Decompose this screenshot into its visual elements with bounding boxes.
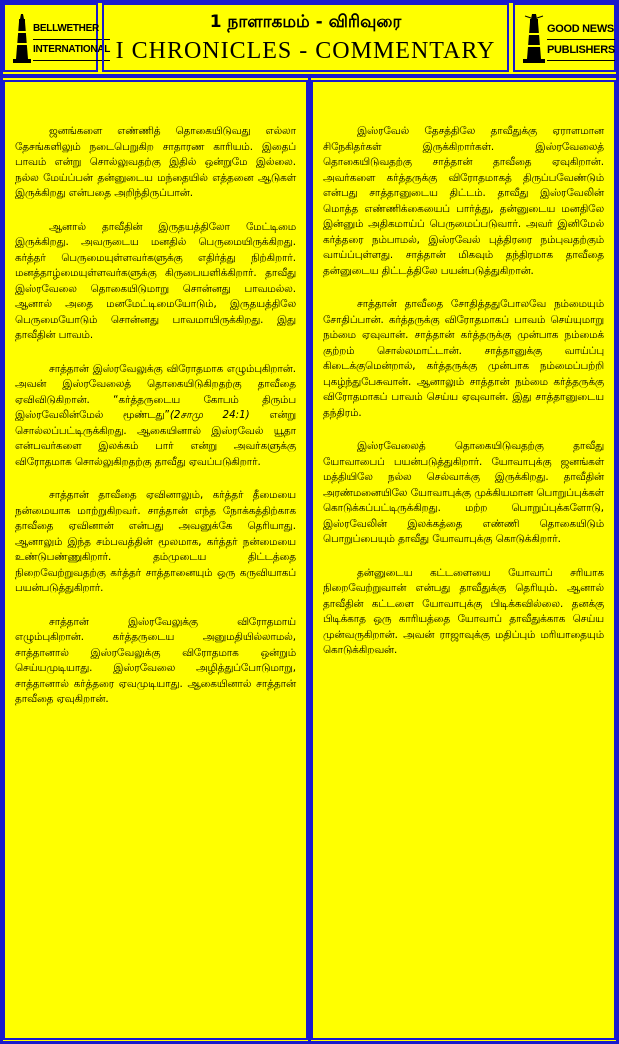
- logo-line-1: BELLWETHER: [33, 19, 110, 40]
- logo-line-2: INTERNATIONAL: [33, 40, 110, 61]
- logo-line-2: PUBLISHERS: [547, 40, 615, 61]
- header-title-box: [102, 3, 509, 72]
- scripture-reference: (2சாமு 24:1): [169, 409, 250, 421]
- lighthouse-icon: [13, 13, 31, 65]
- left-column-text: [15, 124, 296, 726]
- paragraph: இஸ்ரவேல் தேசத்திலே தாவீதுக்கு ஏராளமான சிநேகிதர்கள் இருக்கிறார்கள். இஸ்ரவேலைத் தொகையிடுவதற்கு சாத்தான் தாவீதை ஏவுகிறான். அவர்களை கர்த்தருக்கு விரோதமாகத் திருப்பவேண்டும் என்பது சாத்தானுடைய திட்டம். தாவீது இஸ்ரவேலின் மொத்த எண்ணிக்கையைப் பார்த்து, தன்னுடைய மனதிலே இன்னும் அதிகமாய்ப் பெருமைப்படுவார். அவர் இனிமேல் கர்த்தரை நம்பாமல், இஸ்ரவேல் புத்திரரை நம்புவதற்கும் வாய்ப்புள்ளது. சாத்தான் மிகவும் தந்திரமாக தாவீதை தன்னுடைய திட்டத்திலே பயன்படுத்துகிறான்.: [323, 125, 604, 277]
- title-english: I CHRONICLES - COMMENTARY: [115, 38, 496, 64]
- paragraph: [15, 362, 296, 471]
- paragraph: சாத்தான் தாவீதை ஏவினாலும், கர்த்தர் தீமையை நன்மையாக மாற்றுகிறவர். சாத்தான் எந்த நோக்கத்திற்காக தாவீதை ஏவினான் என்பது அவனுக்கே தெரியாது. ஆனாலும் இந்த சம்பவத்தின் மூலமாக, கர்த்தர் நன்மையை உண்டுபண்ணுகிறார். தம்முடைய திட்டத்தை நிறைவேற்றுவதற்கு கர்த்தர் சாத்தானையும் ஒரு கருவியாகப் பயன்படுத்துகிறார்.: [15, 489, 296, 594]
- logo-line-1: GOOD NEWS: [547, 19, 615, 40]
- paragraph: சாத்தான் தாவீதை சோதித்ததுபோலவே நம்மையும் சோதிப்பான். கர்த்தருக்கு விரோதமாகப் பாவம் செய்யுமாறு நம்மை ஏவுவான். சாத்தான் கர்த்தருக்கு முன்பாக நம்மைக் குற்றம் சொல்லமாட்டான். சாத்தானுக்கு வாய்ப்பு கிடைக்குமென்றால், கர்த்தருக்கு முன்பாக நம்மைப்பற்றி புகழ்ந்துபேசுவான். ஆனாலும் சாத்தான் நம்மை கர்த்தருக்கு விரோதமாகப் பாவம் செய்ய ஏவுவான். இது சாத்தானுடைய தந்திரம்.: [323, 298, 604, 419]
- paragraph: ஆனால் தாவீதின் இருதயத்திலோ மேட்டிமை இருக்கிறது. அவருடைய மனதில் பெருமையிருக்கிறது. கர்த்தர் பெருமையுள்ளவர்களுக்கு எதிர்த்து நிற்கிறார். மனத்தாழ்மையுள்ளவர்களுக்கு கிருபையளிக்கிறார். தாவீது இஸ்ரவேலை தொகையிடுமாறு சொன்னது பாவமல்ல. ஆனால் அதை மனமேட்டிமையோடும், இருதயத்திலே பெருமையோடும் சொன்னது பாவமாயிருக்கிறது. இது தாவீதின் பாவம்.: [15, 220, 296, 341]
- lighthouse-icon: [523, 13, 545, 65]
- right-column-text: [323, 124, 604, 677]
- good-news-logo: [521, 13, 615, 68]
- bellwether-logo: [11, 13, 111, 68]
- paragraph-text: சாத்தான் இஸ்ரவேலுக்கு விரோதமாக எழும்புகிறான். அவன் இஸ்ரவேலைத் தொகையிடுகிறதற்கு தாவீதை ஏவிவிடுகிறான். “கர்த்தருடைய கோபம் திரும்ப இஸ்ரவேலின்மேல் மூண்டது”: [15, 362, 296, 421]
- paragraph: இஸ்ரவேலைத் தொகையிடுவதற்கு தாவீது யோவாபைப் பயன்படுத்துகிறார். யோவாபுக்கு ஜனங்கள் மத்தியிலே நல்ல செல்வாக்கு இருக்கிறது. தாவீதின் அரண்மனையிலே யோவாபுக்கு முக்கியமான பொறுப்புக்கள் கொடுக்கப்பட்டிருக்கிறது. மற்ற பொறுப்புக்களோடு, இஸ்ரவேலின் இலக்கத்தை எண்ணி தொகையிடும் பொறுப்பையும் தாவீது யோவாபுக்கு கொடுக்கிறார்.: [323, 440, 604, 545]
- paragraph: சாத்தான் இஸ்ரவேலுக்கு விரோதமாய் எழும்புகிறான். கர்த்தருடைய அனுமதியில்லாமல், சாத்தானால் இஸ்ரவேலுக்கு விரோதமாக ஒன்றும் செய்யமுடியாது. இஸ்ரவேலை அழித்துப்போடுமாறு, சாத்தானால் கர்த்தரை ஏவமுடியாது. ஆகையினால் சாத்தான் தாவீதை ஏவுகிறான்.: [15, 615, 296, 705]
- left-column: [3, 80, 308, 1040]
- header-left-box: [3, 3, 111, 72]
- title-tamil: 1 நாளாகமம் - விரிவுரை: [209, 12, 402, 32]
- right-column: [311, 80, 616, 1040]
- paragraph-text: என்று சொல்லப்பட்டிருக்கிறது. ஆகையினால் இஸ்ரவேல் யூதா என்பவர்களை இலக்கம் பார் என்று அவர்களுக்கு விரோதமாக சொல்லுகிறதற்கு தாவீது ஏவப்படுகிறார்.: [15, 409, 296, 468]
- paragraph: தன்னுடைய கட்டளையை யோவாப் சரியாக நிறைவேற்றுவான் என்பது தாவீதுக்கு தெரியும். ஆனால் தாவீதின் கட்டளை யோவாபுக்கு பிடிக்கவில்லை. தனக்கு பிடிக்காத ஒரு காரியத்தை யோவாப் தாவீதுக்காக செய்ய முன்வருகிறான். அவன் ராஜாவுக்கு மதிப்பும் மரியாதையும் கொடுக்கிறவன்.: [323, 566, 604, 656]
- paragraph: ஜனங்களை எண்ணித் தொகையிடுவது எல்லா தேசங்களிலும் நடைபெறுகிற சாதாரண காரியம். இதைப் பாவம் என்று சொல்லுவதற்கு இதில் ஒன்றுமே இல்லை. நல்ல மேய்ப்பன் தன்னுடைய மந்தையில் எத்தனை ஆடுகள் இருக்கிறது என்பதை அறிந்திருப்பான்.: [15, 125, 296, 199]
- header-right-box: [513, 3, 616, 72]
